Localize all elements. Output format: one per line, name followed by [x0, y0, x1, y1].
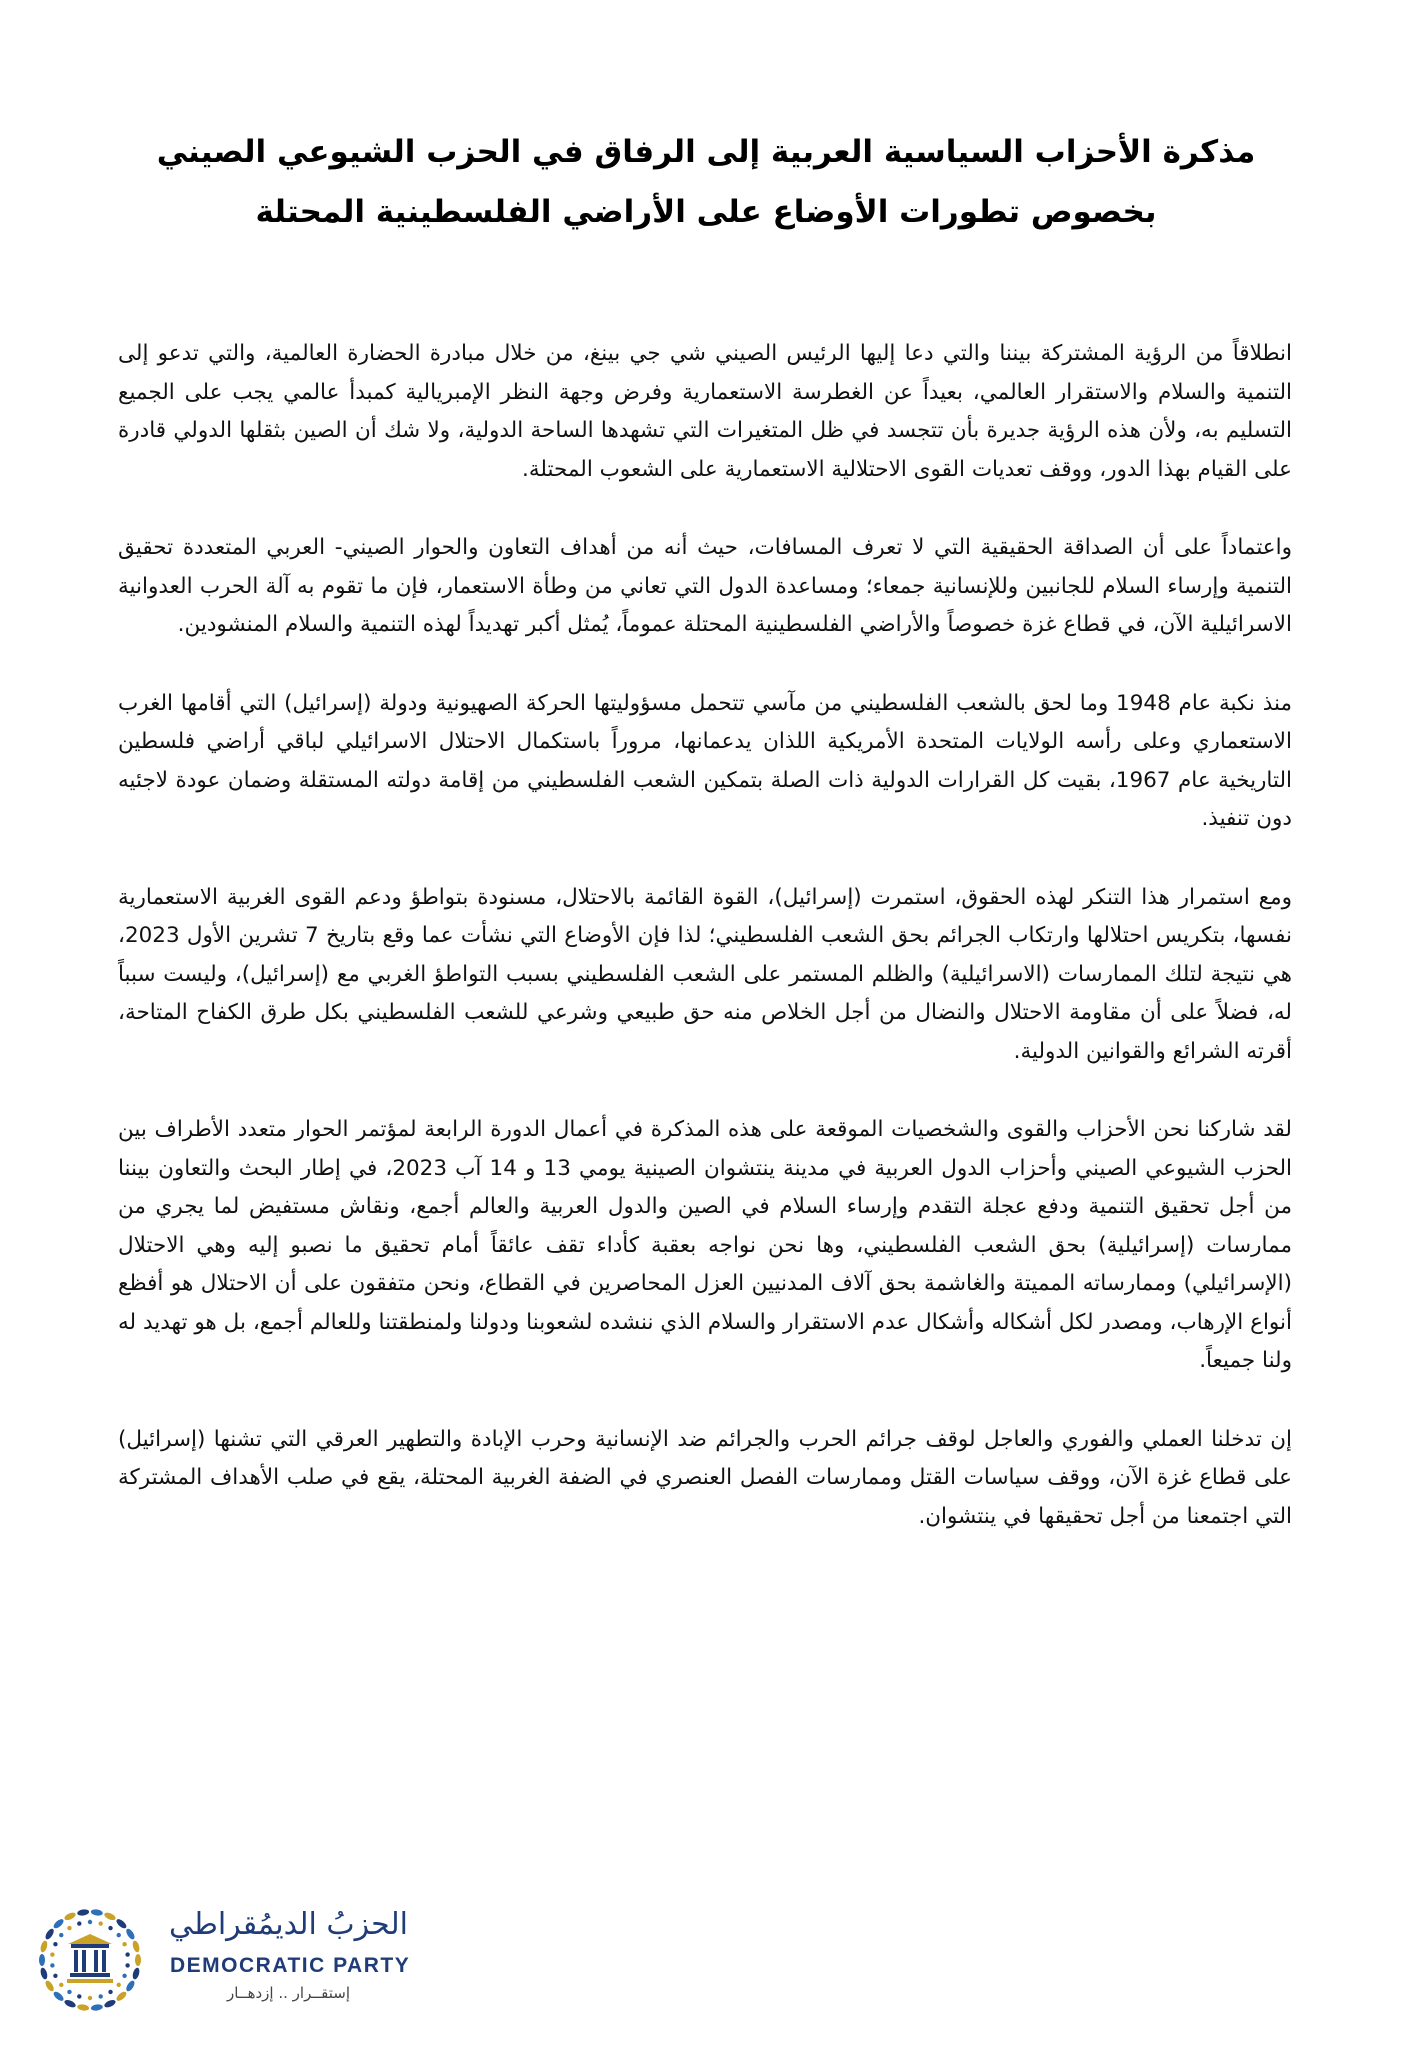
body-paragraph-5: لقد شاركنا نحن الأحزاب والقوى والشخصيات الموقعة على هذه المذكرة في أعمال الدورة الرابعة لمؤتمر الحوار متعدد الأطراف بين الحزب الشيوعي الصيني وأحزاب الدول العربية في مدينة ينتشوان الصينية يومي 13 و 14 آب 2023، في إطار البحث والتعاون بيننا من أجل تحقيق التنمية ودفع عجلة التقدم وإرساء السلام في الصين والدول العربية والعالم أجمع، ونقاش مستفيض لما يجري من ممارسات (إسرائيلية) بحق الشعب الفلسطيني، وها نحن نواجه بعقبة كأداء تقف عائقاً أمام تحقيق ما نصبو إليه وهي الاحتلال (الإسرائيلي) وممارساته المميتة والغاشمة بحق آلاف المدنيين العزل المحاصرين في القطاع، ونحن متفقون على أن الاحتلال هو أفظع أنواع الإرهاب، ومصدر لكل أشكاله وأشكال عدم الاستقرار والسلام الذي ننشده لشعوبنا ودولنا ولمنطقتنا وللعالم أجمع، بل هو تهديد له ولنا جميعاً.: [118, 1117, 1292, 1373]
party-english-name: DEMOCRATIC PARTY: [170, 1954, 411, 1977]
emblem-leaf: [135, 1954, 141, 1966]
party-arabic-name: الحزبُ الديمُقراطي: [168, 1907, 408, 1942]
emblem-dot: [99, 1921, 103, 1925]
body-paragraph-1: انطلاقاً من الرؤية المشتركة بيننا والتي دعا إليها الرئيس الصيني شي جي بينغ، من خلال مبادرة الحضارة العالمية، والتي تدعو إلى التنمية والسلام والاستقرار العالمي، بعيداً عن الغطرسة الاستعمارية وفرض وجهة النظر الإمبريالية كمبدأ عالمي يجب على الجميع التسليم به، ولأن هذه الرؤية جديرة بأن تتجسد في ظل المتغيرات التي تشهدها الساحة الدولية، ولا شك أن الصين بثقلها الدولي قادرة على القيام بهذا الدور، ووقف تعديات القوى الاحتلالية الاستعمارية على الشعوب المحتلة.: [118, 341, 1292, 482]
emblem-dot: [122, 1942, 126, 1946]
party-logo: [30, 1900, 490, 2020]
body-paragraph-4: ومع استمرار هذا التنكر لهذه الحقوق، استمرت (إسرائيل)، القوة القائمة بالاحتلال، مسنودة بتواطؤ ودعم القوى الغربية الاستعمارية نفسها، بتكريس احتلالها وارتكاب الجرائم بحق الشعب الفلسطيني؛ لذا فإن الأوضاع التي نشأت عما وقع بتاريخ 7 تشرين الأول 2023، هي نتيجة لتلك الممارسات (الاسرائيلية) والظلم المستمر على الشعب الفلسطيني بسبب التواطؤ الغربي مع (إسرائيل)، وليست سبباً له، فضلاً على أن مقاومة الاحتلال والنضال من أجل الخلاص منه حق طبيعي وشرعي للشعب الفلسطيني بكل طرق الكفاح المتاحة، أقرته الشرائع والقوانين الدولية.: [118, 884, 1292, 1064]
emblem-leaf: [115, 1918, 128, 1930]
emblem-leaf: [39, 1954, 45, 1966]
emblem-dot: [108, 1990, 112, 1994]
emblem-leaf: [39, 1940, 48, 1953]
emblem-dot: [122, 1974, 126, 1978]
emblem-leaf: [44, 1979, 56, 1992]
emblem-dot: [117, 1983, 121, 1987]
emblem-dot: [53, 1974, 57, 1978]
document-title-line-1: مذكرة الأحزاب السياسية العربية إلى الرفاق في الحزب الشيوعي الصيني: [156, 134, 1256, 170]
emblem-leaf: [103, 1911, 116, 1921]
emblem-leaf: [90, 1909, 103, 1917]
emblem-leaf: [115, 1990, 128, 2002]
emblem-dot: [125, 1963, 129, 1967]
emblem-dot: [88, 1920, 92, 1924]
emblem-leaf: [77, 2004, 90, 2012]
body-paragraph-3: منذ نكبة عام 1948 وما لحق بالشعب الفلسطيني من مآسي تتحمل مسؤوليتها الحركة الصهيونية ودولة (إسرائيل) التي أقامها الغرب الاستعماري وعلى رأسه الولايات المتحدة الأمريكية اللذان يدعمانها، مروراً باستكمال الاحتلال الاسرائيلي لباقي أراضي فلسطين التاريخية عام 1967، بقيت كل القرارات الدولية ذات الصلة بتمكين الشعب الفلسطيني من إقامة دولته المستقلة وضمان عودة لاجئيه دون تنفيذ.: [118, 690, 1292, 831]
body-paragraph-6: إن تدخلنا العملي والفوري والعاجل لوقف جرائم الحرب والجرائم ضد الإنسانية وحرب الإبادة والتطهير العرقي التي تشنها (إسرائيل) على قطاع غزة الآن، ووقف سياسات القتل وممارسات الفصل العنصري في الضفة الغربية المحتلة، يقع في صلب الأهداف المشتركة التي اجتمعنا من أجل تحقيقها في ينتشوان.: [118, 1426, 1292, 1529]
emblem-dot: [67, 1926, 71, 1930]
emblem-dot: [77, 1994, 81, 1998]
emblem-dot: [117, 1933, 121, 1937]
emblem-dot: [59, 1933, 63, 1937]
emblem-leaf: [63, 1911, 76, 1921]
emblem-leaf: [131, 1967, 140, 1980]
emblem-leaf: [125, 1927, 137, 1940]
document-body: [118, 335, 1292, 1576]
emblem-leaf: [131, 1940, 140, 1953]
body-paragraph-2: واعتماداً على أن الصداقة الحقيقية التي لا تعرف المسافات، حيث أنه من أهداف التعاون والحوار الصيني- العربي المتعددة تحقيق التنمية وإرساء السلام للجانبين وللإنسانية جمعاء؛ ومساعدة الدول التي تعاني من وطأة الاستعمار، فإن ما تقوم به آلة الحرب العدوانية الاسرائيلية الآن، في قطاع غزة خصوصاً والأراضي الفلسطينية المحتلة عموماً، يُمثل أكبر تهديداً لهذه التنمية والسلام المنشودين.: [118, 535, 1292, 637]
emblem-dot: [77, 1921, 81, 1925]
document-title-line-2: بخصوص تطورات الأوضاع على الأراضي الفلسطينية المحتلة: [255, 194, 1157, 230]
emblem-dot: [88, 1996, 92, 2000]
party-slogan: إستقــرار .. إزدهــار: [226, 1984, 350, 2002]
emblem-leaf: [103, 1998, 116, 2008]
emblem-leaf: [90, 2004, 103, 2012]
emblem-dot: [67, 1990, 71, 1994]
emblem-dot: [99, 1994, 103, 1998]
emblem-dot: [53, 1942, 57, 1946]
emblem-leaf: [52, 1990, 65, 2002]
emblem-leaf: [44, 1927, 56, 1940]
emblem-dot: [125, 1952, 129, 1956]
emblem-dot: [50, 1952, 54, 1956]
emblem-dot: [50, 1963, 54, 1967]
emblem-dot: [108, 1926, 112, 1930]
emblem-leaf: [52, 1918, 65, 1930]
emblem-dot: [59, 1983, 63, 1987]
emblem-leaf: [39, 1967, 48, 1980]
emblem-leaf: [77, 1909, 90, 1917]
emblem-leaf: [63, 1998, 76, 2008]
emblem-leaf: [125, 1979, 137, 1992]
party-emblem-icon: [30, 1900, 150, 2020]
